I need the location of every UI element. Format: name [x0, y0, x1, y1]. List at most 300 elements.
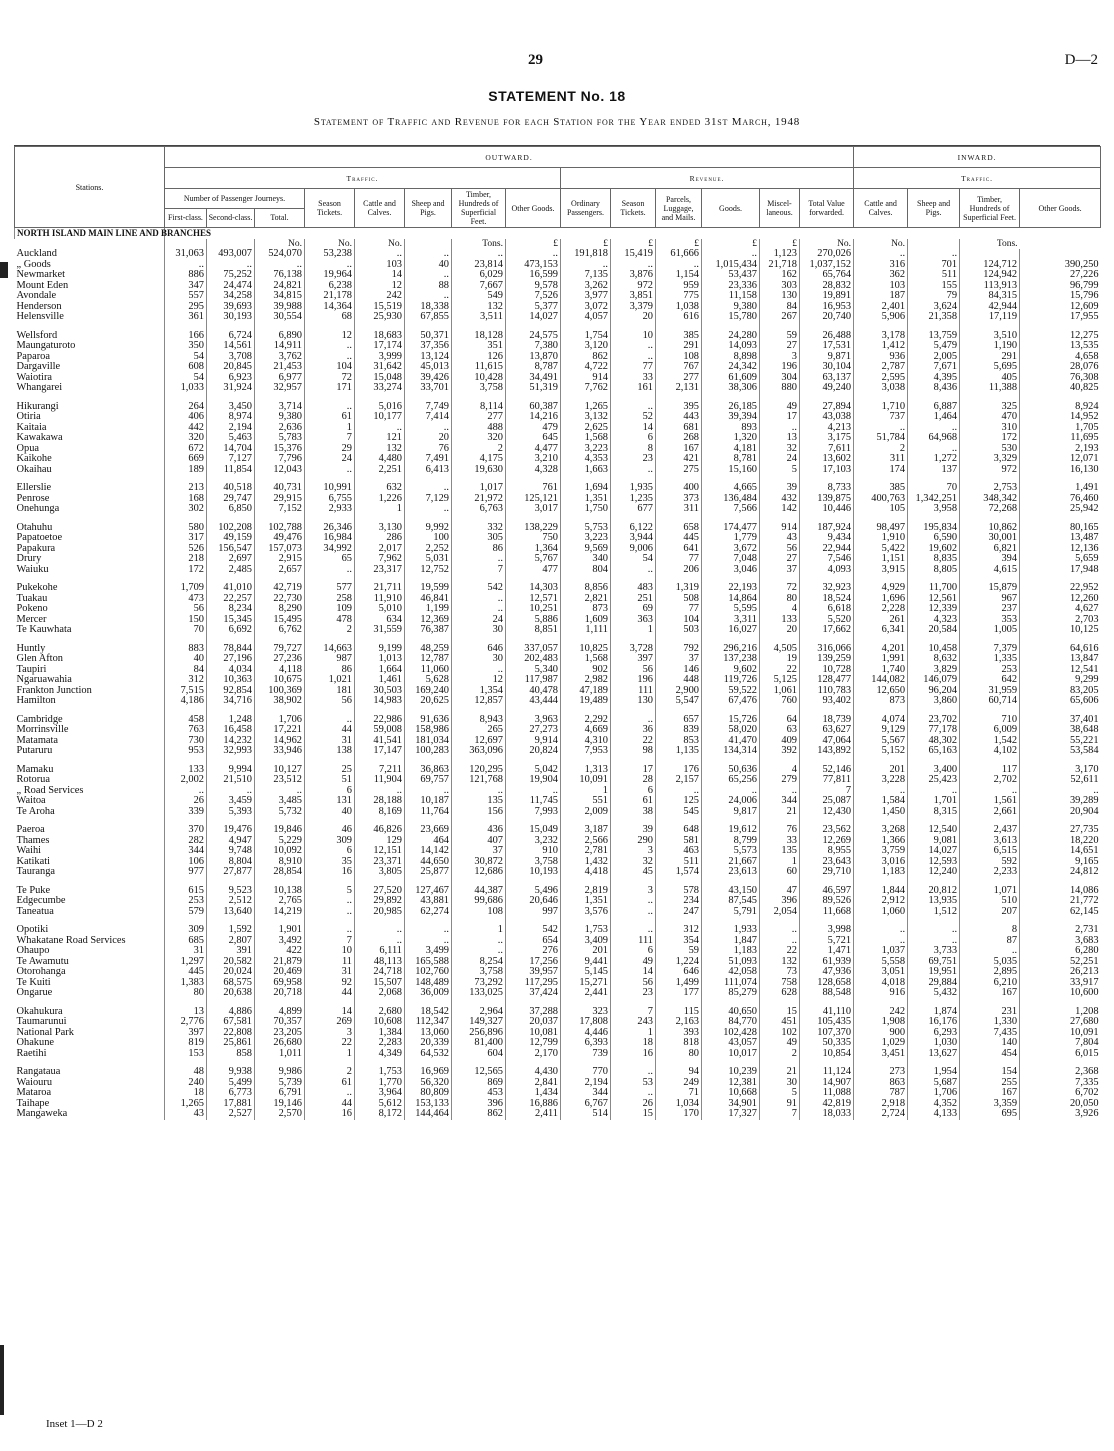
station-name: Ongarue [16, 987, 53, 998]
table-cell: 7,796 [255, 454, 305, 465]
table-cell: 19,630 [452, 465, 506, 476]
table-cell: 63 [760, 725, 800, 736]
table-cell: 1,908 [854, 1017, 908, 1028]
table-cell: 4,352 [908, 1099, 960, 1110]
table-cell: 1 [611, 1028, 656, 1039]
table-cell: 21,510 [207, 775, 255, 786]
table-cell: 4,186 [165, 696, 207, 707]
table-cell: 73,292 [452, 978, 506, 989]
table-cell: 26 [611, 1099, 656, 1110]
table-cell: 17,327 [702, 1109, 760, 1120]
table-cell: 2,776 [165, 1017, 207, 1028]
table-cell: .. [611, 1067, 656, 1078]
table-row [15, 1067, 1101, 1078]
table-cell: 23 [611, 988, 656, 999]
table-cell: 8,955 [800, 846, 854, 857]
table-cell: 1,351 [561, 494, 611, 505]
table-cell: 685 [165, 936, 207, 947]
table-cell: 6,111 [355, 946, 405, 957]
table-cell: 53,584 [1020, 746, 1101, 757]
table-cell: 451 [760, 1017, 800, 1028]
table-cell: 2 [760, 1049, 800, 1060]
table-cell: 94 [656, 1067, 702, 1078]
table-cell: 1,512 [908, 907, 960, 918]
table-cell: 13,124 [405, 352, 452, 363]
table-cell: 325 [960, 402, 1020, 413]
table-cell: 385 [656, 331, 702, 342]
table-cell: 23,814 [452, 260, 506, 271]
table-cell: 60 [760, 867, 800, 878]
table-cell: 28,832 [800, 281, 854, 292]
table-cell: 1,499 [656, 978, 702, 989]
table-cell: 41,010 [207, 583, 255, 594]
table-cell: 1,017 [452, 483, 506, 494]
unit-cell: £ [656, 239, 702, 250]
table-cell: 21 [760, 1067, 800, 1078]
header-parcels: Parcels, Luggage, and Mails. [656, 189, 702, 228]
table-cell: 672 [165, 444, 207, 455]
table-cell: 1,319 [656, 583, 702, 594]
table-cell: 67,855 [405, 312, 452, 323]
table-cell: 261 [854, 615, 908, 626]
table-cell: 4,947 [207, 836, 255, 847]
table-cell: 20,904 [1020, 807, 1101, 818]
table-cell: 28,854 [255, 867, 305, 878]
table-cell: 22,730 [255, 594, 305, 605]
table-cell: 162 [760, 270, 800, 281]
table-cell: 52,251 [1020, 957, 1101, 968]
table-cell: 312 [656, 925, 702, 936]
table-cell: 202,483 [506, 654, 561, 665]
table-cell: 24,812 [1020, 867, 1101, 878]
table-cell: 4,175 [452, 454, 506, 465]
table-cell: 577 [305, 583, 355, 594]
table-cell: .. [702, 249, 760, 260]
table-cell: 309 [305, 836, 355, 847]
table-cell: 112,347 [405, 1017, 452, 1028]
station-name: Mamaku [16, 763, 54, 775]
table-cell: 819 [165, 1038, 207, 1049]
table-cell: 6,122 [611, 523, 656, 534]
station-name: Onehunga [16, 503, 60, 514]
table-row [15, 362, 1101, 373]
table-cell: 405 [960, 373, 1020, 384]
table-cell: 3 [760, 352, 800, 363]
table-cell: 886 [165, 270, 207, 281]
table-cell: 2,157 [656, 775, 702, 786]
table-cell: 767 [656, 362, 702, 373]
table-cell: 1,013 [355, 654, 405, 665]
header-goods: Goods. [702, 189, 760, 228]
table-cell: .. [854, 423, 908, 434]
table-cell: 6,413 [405, 465, 452, 476]
table-cell: 140 [960, 1038, 1020, 1049]
table-cell: 29,710 [800, 867, 854, 878]
table-cell: 17 [760, 412, 800, 423]
table-cell: 391 [207, 946, 255, 957]
table-cell: 38,648 [1020, 725, 1101, 736]
table-cell: 8,787 [506, 362, 561, 373]
table-cell: 1,183 [702, 946, 760, 957]
table-cell: 397 [611, 654, 656, 665]
table-cell: 5,628 [405, 675, 452, 686]
table-cell: .. [405, 483, 452, 494]
table-cell: 53,437 [702, 270, 760, 281]
table-cell: 86 [452, 544, 506, 555]
table-cell: 526 [165, 544, 207, 555]
table-cell: 8,943 [452, 715, 506, 726]
table-cell: .. [355, 249, 405, 260]
table-cell: 18,033 [800, 1109, 854, 1120]
table-cell: 15,049 [506, 825, 561, 836]
table-cell: 10,854 [800, 1049, 854, 1060]
table-cell: 4,929 [854, 583, 908, 594]
station-name: Hamilton [16, 695, 56, 706]
table-cell: 11,060 [405, 665, 452, 676]
header-ordinary-passengers: Ordinary Passengers. [561, 189, 611, 228]
table-cell: 31,959 [960, 686, 1020, 697]
table-cell: 7,526 [506, 291, 561, 302]
table-cell: 46,826 [355, 825, 405, 836]
table-cell: 282 [165, 836, 207, 847]
table-cell: 1,706 [908, 1088, 960, 1099]
table-cell: 4,395 [908, 373, 960, 384]
table-cell: 37,288 [506, 1007, 561, 1018]
table-cell: 149,327 [452, 1017, 506, 1028]
table-cell: 1,123 [760, 249, 800, 260]
table-cell: 2,411 [506, 1109, 561, 1120]
table-cell: 7 [305, 936, 355, 947]
table-cell: 107,370 [800, 1028, 854, 1039]
table-cell: 6,791 [255, 1088, 305, 1099]
table-row [15, 504, 1101, 515]
table-cell: 8,172 [355, 1109, 405, 1120]
table-cell: .. [908, 423, 960, 434]
table-cell: 18,338 [405, 302, 452, 313]
table-cell: 6 [305, 846, 355, 857]
table-cell: 14,704 [207, 444, 255, 455]
table-cell: .. [405, 291, 452, 302]
table-cell: 302 [165, 504, 207, 515]
table-cell: 12,752 [405, 565, 452, 576]
table-cell: 20,812 [908, 886, 960, 897]
table-cell: 14,216 [506, 412, 561, 423]
station-name: Pokeno [16, 603, 48, 614]
table-cell: 353 [960, 615, 1020, 626]
station-name: Papakura [16, 542, 56, 554]
table-cell: 157,073 [255, 544, 305, 555]
table-cell: 11,388 [960, 383, 1020, 394]
table-cell: 3,359 [960, 1099, 1020, 1110]
table-cell: 4,665 [702, 483, 760, 494]
table-cell: 453 [452, 1088, 506, 1099]
table-cell: 3,459 [207, 796, 255, 807]
table-cell: 473,153 [506, 260, 561, 271]
table-cell: 390,250 [1020, 260, 1101, 271]
spacer-cell [960, 917, 1020, 925]
table-cell: 19,846 [255, 825, 305, 836]
table-cell: 167 [656, 444, 702, 455]
table-cell: 119,726 [702, 675, 760, 686]
table-cell: 464 [405, 836, 452, 847]
table-cell: 69 [611, 604, 656, 615]
table-cell: 47 [760, 886, 800, 897]
table-cell: 156,547 [207, 544, 255, 555]
unit-cell: Tons. [452, 239, 506, 250]
table-cell: 3 [305, 1028, 355, 1039]
station-name: Avondale [16, 290, 57, 301]
table-cell: 3,733 [908, 946, 960, 957]
table-cell: 48,113 [355, 957, 405, 968]
table-cell: 11,854 [207, 465, 255, 476]
table-cell: .. [854, 925, 908, 936]
table-cell: 3,759 [854, 846, 908, 857]
table-cell: 3,223 [561, 444, 611, 455]
table-cell: 146,079 [908, 675, 960, 686]
table-cell: 161 [611, 383, 656, 394]
table-cell: 2,251 [355, 465, 405, 476]
table-cell: 4,505 [760, 644, 800, 655]
table-cell: 7,414 [405, 412, 452, 423]
table-cell: 953 [165, 746, 207, 757]
table-cell: 549 [452, 291, 506, 302]
table-cell: 117,987 [506, 675, 561, 686]
table-cell: 7,993 [506, 807, 561, 818]
table-cell: 7,379 [960, 644, 1020, 655]
table-cell: 3,728 [611, 644, 656, 655]
table-cell: 2,657 [255, 565, 305, 576]
table-cell: 70 [908, 483, 960, 494]
table-cell: 6,977 [255, 373, 305, 384]
table-cell: 458 [165, 715, 207, 726]
table-cell: 22,944 [800, 544, 854, 555]
table-cell: 277 [656, 373, 702, 384]
table-cell: 106 [165, 857, 207, 868]
table-cell: 1,111 [561, 625, 611, 636]
table-cell: 339 [165, 807, 207, 818]
table-cell: 2,002 [165, 775, 207, 786]
table-cell: 1,471 [800, 946, 854, 957]
table-cell: 10 [611, 331, 656, 342]
table-cell: 18,542 [405, 1007, 452, 1018]
table-cell: 510 [960, 896, 1020, 907]
table-cell: 432 [760, 494, 800, 505]
table-cell: 395 [656, 402, 702, 413]
table-cell: 174,477 [702, 523, 760, 534]
table-cell: 44,650 [405, 857, 452, 868]
table-cell: 320 [165, 433, 207, 444]
table-cell: 303 [760, 281, 800, 292]
table-cell: 6,702 [1020, 1088, 1101, 1099]
table-cell: .. [165, 260, 207, 271]
table-cell: 35 [305, 857, 355, 868]
table-cell: 3,613 [960, 836, 1020, 847]
header-cattle: Cattle and Calves. [355, 189, 405, 228]
table-cell: 4,328 [506, 465, 561, 476]
table-cell: 132 [760, 957, 800, 968]
table-cell: 40 [165, 654, 207, 665]
table-cell: 16 [305, 1109, 355, 1120]
table-cell: 136,484 [702, 494, 760, 505]
table-cell: 84,315 [960, 291, 1020, 302]
station-name: Ohaupo [16, 945, 50, 956]
station-name: Helensville [16, 311, 64, 322]
table-row [15, 725, 1101, 736]
table-cell: 29 [305, 444, 355, 455]
table-cell: 174 [854, 465, 908, 476]
table-cell: 196 [611, 675, 656, 686]
table-cell: 2,982 [561, 675, 611, 686]
table-cell: 20,845 [207, 362, 255, 373]
table-cell: 12,151 [355, 846, 405, 857]
table-cell: .. [255, 260, 305, 271]
table-cell: 213 [165, 483, 207, 494]
table-cell: 46 [305, 825, 355, 836]
table-cell: 275 [656, 465, 702, 476]
table-cell: 8 [611, 444, 656, 455]
station-name: Paparoa [16, 350, 50, 362]
table-cell: 88,548 [800, 988, 854, 999]
table-cell: 56 [305, 696, 355, 707]
table-cell: 681 [656, 423, 702, 434]
table-cell: 20,584 [908, 625, 960, 636]
table-cell: 1,313 [561, 765, 611, 776]
table-cell: 5,145 [561, 967, 611, 978]
table-cell: 1,034 [656, 1099, 702, 1110]
table-cell: 862 [561, 352, 611, 363]
table-cell: 787 [854, 1088, 908, 1099]
station-name: Taupiri [16, 663, 47, 675]
table-row [15, 967, 1101, 978]
table-cell: 10,428 [452, 373, 506, 384]
table-cell: 646 [452, 644, 506, 655]
table-cell: 139,875 [800, 494, 854, 505]
table-cell: 10,458 [908, 644, 960, 655]
table-cell: 86 [305, 665, 355, 676]
table-cell: 2,765 [255, 896, 305, 907]
table-cell: 253 [960, 665, 1020, 676]
traffic-revenue-table [14, 146, 1101, 1120]
table-cell: 8 [960, 925, 1020, 936]
table-cell: 23,562 [800, 825, 854, 836]
table-cell: .. [305, 1088, 355, 1099]
table-cell: 1,135 [656, 746, 702, 757]
table-cell: 38,902 [255, 696, 305, 707]
page-edge-mark-bottom [0, 1345, 4, 1415]
table-cell: 1 [305, 423, 355, 434]
header-inward-sheep: Sheep and Pigs. [908, 189, 960, 228]
table-cell: 65,256 [702, 775, 760, 786]
table-cell: 20,469 [255, 967, 305, 978]
table-cell: 6 [305, 786, 355, 797]
table-cell: .. [760, 925, 800, 936]
table-cell: 344 [760, 796, 800, 807]
table-cell: 40,650 [702, 1007, 760, 1018]
table-cell: 5 [760, 1088, 800, 1099]
table-cell: 30,554 [255, 312, 305, 323]
table-cell: 14,027 [908, 846, 960, 857]
table-cell: 340 [561, 554, 611, 565]
table-cell: 19,476 [207, 825, 255, 836]
table-cell: 632 [355, 483, 405, 494]
table-cell: 80,165 [1020, 523, 1101, 534]
table-cell: 28,076 [1020, 362, 1101, 373]
table-cell: 2 [452, 444, 506, 455]
table-cell: .. [305, 260, 355, 271]
table-cell: .. [452, 604, 506, 615]
table-cell: 7,380 [506, 341, 561, 352]
table-cell: 11 [305, 957, 355, 968]
table-cell: 761 [506, 483, 561, 494]
table-cell: 2,437 [960, 825, 1020, 836]
table-cell: .. [255, 786, 305, 797]
table-cell: 17,119 [960, 312, 1020, 323]
table-cell: 61,666 [656, 249, 702, 260]
table-cell: 12,043 [255, 465, 305, 476]
table-cell: 41,470 [702, 736, 760, 747]
table-cell: 5,886 [506, 615, 561, 626]
table-cell: 9,992 [405, 523, 452, 534]
table-cell: 17,955 [1020, 312, 1101, 323]
table-cell: 5,393 [207, 807, 255, 818]
table-cell: 247 [656, 907, 702, 918]
table-cell: 2,595 [854, 373, 908, 384]
table-cell: 276 [506, 946, 561, 957]
table-cell: 400,763 [854, 494, 908, 505]
table-cell: 44,387 [452, 886, 506, 897]
table-cell: 4,418 [561, 867, 611, 878]
table-cell: 7,546 [800, 554, 854, 565]
table-cell: 39,957 [506, 967, 561, 978]
table-cell: 14,232 [207, 736, 255, 747]
table-cell: 13,640 [207, 907, 255, 918]
table-cell: 20,037 [506, 1017, 561, 1028]
table-cell: .. [656, 260, 702, 271]
table-cell: 28,188 [355, 796, 405, 807]
table-cell: 61 [305, 412, 355, 423]
table-cell: 21,972 [452, 494, 506, 505]
table-cell: 997 [506, 907, 561, 918]
table-cell: 6,821 [960, 544, 1020, 555]
table-cell: 11,700 [908, 583, 960, 594]
table-cell: 12,650 [854, 686, 908, 697]
table-cell: 51,093 [702, 957, 760, 968]
table-cell: 14 [611, 423, 656, 434]
table-cell: 9,578 [506, 281, 561, 292]
station-name: Whakatane Road Services [16, 934, 126, 946]
table-cell: 648 [656, 825, 702, 836]
statement-title: STATEMENT No. 18 [488, 88, 626, 104]
table-cell: 1,265 [561, 402, 611, 413]
table-cell: 363,096 [452, 746, 506, 757]
table-cell: 2,819 [561, 886, 611, 897]
table-cell: 6 [611, 786, 656, 797]
table-cell: 5,791 [702, 907, 760, 918]
table-cell: 8,254 [452, 957, 506, 968]
table-cell: 1,412 [854, 341, 908, 352]
table-cell: 34,491 [506, 373, 561, 384]
table-cell: 132 [355, 444, 405, 455]
table-cell: 9,986 [255, 1067, 305, 1078]
table-cell: .. [165, 786, 207, 797]
table-cell: 43 [165, 1109, 207, 1120]
table-row [15, 896, 1101, 907]
table-cell: .. [305, 925, 355, 936]
table-cell: 256,896 [452, 1028, 506, 1039]
station-name: Newmarket [16, 269, 65, 280]
table-cell: 15,726 [702, 715, 760, 726]
table-cell: 24,006 [702, 796, 760, 807]
